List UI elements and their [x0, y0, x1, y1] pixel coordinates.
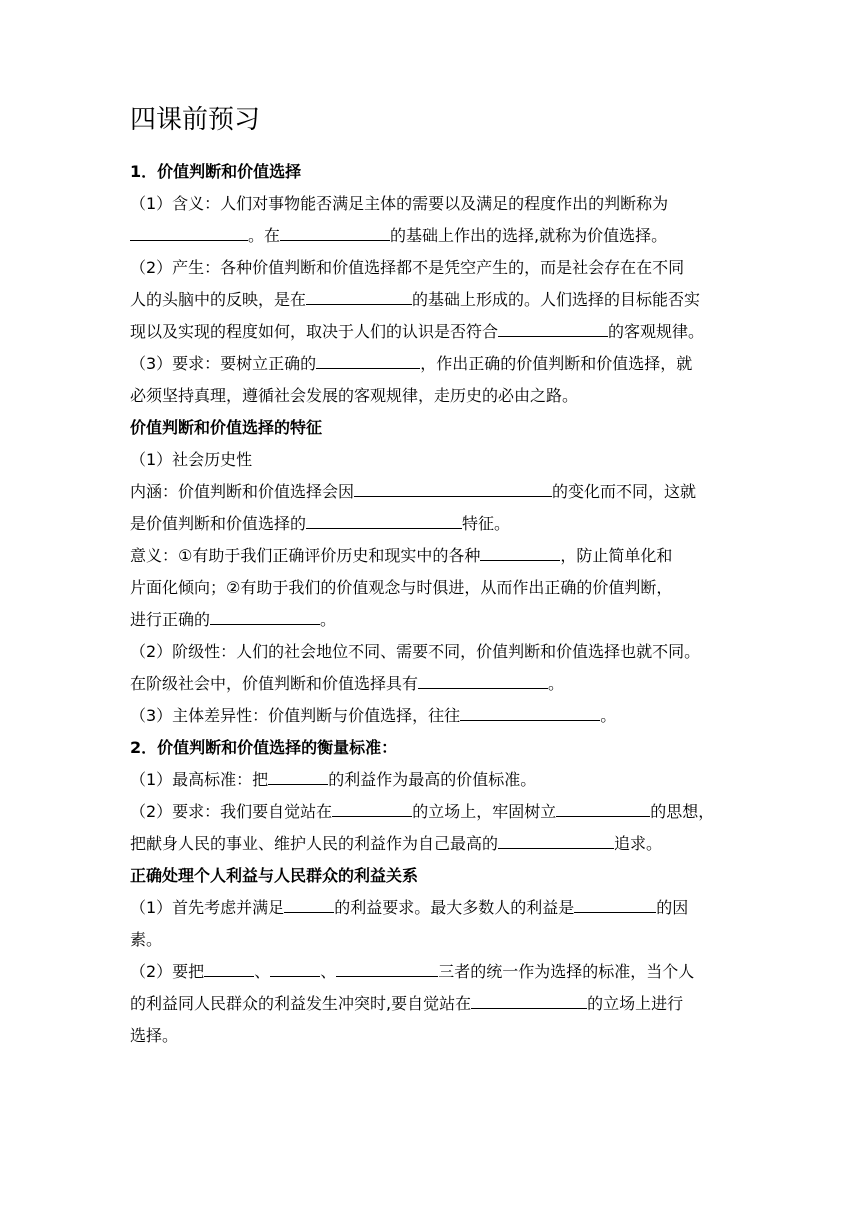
fill-in-blank [270, 960, 320, 977]
line-text: 必须坚持真理，遵循社会发展的客观规律，走历史的必由之路。 [130, 386, 579, 405]
text-line [130, 924, 730, 956]
line-text: 的客观规律。 [608, 322, 705, 341]
text-line [130, 540, 730, 572]
line-text: 的立场上进行 [587, 994, 684, 1013]
line-text: 。 [548, 674, 565, 693]
fill-in-blank [332, 800, 412, 817]
fill-in-blank [418, 672, 548, 689]
fill-in-blank [354, 480, 552, 497]
text-line [130, 764, 730, 796]
section-heading [130, 412, 730, 444]
line-text: （2）要求：我们要自觉站在 [130, 802, 333, 821]
fill-in-blank [268, 768, 328, 785]
fill-in-blank [284, 896, 334, 913]
line-text: 人的头脑中的反映，是在 [130, 290, 307, 309]
line-text: 的立场上，牢固树立 [412, 802, 557, 821]
text-line [130, 188, 730, 220]
line-text: （2）产生：各种价值判断和价值选择都不是凭空产生的，而是社会存在在不同 [130, 258, 685, 277]
line-text: （1）社会历史性 [130, 450, 253, 469]
line-text: 的因 [656, 898, 689, 917]
fill-in-blank [498, 320, 608, 337]
line-text: 进行正确的 [130, 610, 211, 629]
line-text: 。在 [248, 226, 281, 245]
fill-in-blank [498, 832, 614, 849]
text-line [130, 508, 730, 540]
line-text: 、 [254, 962, 271, 981]
fill-in-blank [204, 960, 254, 977]
text-line [130, 220, 730, 252]
line-text: 的利益同人民群众的利益发生冲突时,要自觉站在 [130, 994, 472, 1013]
section-heading [130, 156, 730, 188]
text-line [130, 348, 730, 380]
text-line [130, 988, 730, 1020]
line-text: 。 [320, 610, 337, 629]
text-line [130, 380, 730, 412]
fill-in-blank [306, 512, 462, 529]
text-line [130, 892, 730, 924]
fill-in-blank [460, 704, 600, 721]
text-line [130, 828, 730, 860]
text-line [130, 796, 730, 828]
fill-in-blank [574, 896, 656, 913]
line-text: 的基础上形成的。人们选择的目标能否实 [412, 290, 701, 309]
line-text: （2）阶级性：人们的社会地位不同、需要不同，价值判断和价值选择也就不同。 [130, 642, 701, 661]
fill-in-blank [210, 608, 320, 625]
fill-in-blank [471, 992, 587, 1009]
line-text: 正确处理个人利益与人民群众的利益关系 [130, 866, 419, 885]
line-text: 价值判断和价值选择的特征 [130, 418, 323, 437]
text-line [130, 956, 730, 988]
fill-in-blank [556, 800, 650, 817]
fill-in-blank [480, 544, 560, 561]
line-text: （1）首先考虑并满足 [130, 898, 285, 917]
text-line [130, 316, 730, 348]
line-text: 的思想， [650, 802, 715, 821]
line-text: 把献身人民的事业、维护人民的利益作为自己最高的 [130, 834, 499, 853]
line-text: 、 [320, 962, 337, 981]
text-line [130, 284, 730, 316]
section-heading [130, 860, 730, 892]
line-text: 素。 [130, 930, 163, 949]
text-line [130, 252, 730, 284]
fill-in-blank [336, 960, 438, 977]
text-line [130, 1020, 730, 1052]
line-text: （3）要求：要树立正确的 [130, 354, 317, 373]
section-heading [130, 732, 730, 764]
line-text: 在阶级社会中，价值判断和价值选择具有 [130, 674, 419, 693]
line-text: 。 [600, 706, 617, 725]
line-text: 选择。 [130, 1026, 179, 1045]
text-line [130, 700, 730, 732]
text-line [130, 636, 730, 668]
document-body [130, 100, 730, 1052]
line-text: 是价值判断和价值选择的 [130, 514, 307, 533]
line-text: 现以及实现的程度如何，取决于人们的认识是否符合 [130, 322, 499, 341]
fill-in-blank [130, 224, 248, 241]
text-line [130, 604, 730, 636]
fill-in-blank [280, 224, 390, 241]
line-text: 追求。 [614, 834, 663, 853]
line-text: ，作出正确的价值判断和价值选择，就 [420, 354, 693, 373]
line-text: （2）要把 [130, 962, 205, 981]
text-line [130, 668, 730, 700]
line-text: 1．价值判断和价值选择 [130, 162, 302, 181]
text-line [130, 444, 730, 476]
page-title: 四课前预习 [130, 105, 261, 135]
worksheet-lines [130, 156, 730, 1052]
line-text: 特征。 [462, 514, 511, 533]
text-line [130, 476, 730, 508]
line-text: （1）最高标准：把 [130, 770, 269, 789]
line-text: （3）主体差异性：价值判断与价值选择，往往 [130, 706, 461, 725]
line-text: 的变化而不同，这就 [552, 482, 697, 501]
line-text: 的基础上作出的选择,就称为价值选择。 [390, 226, 668, 245]
line-text: 2．价值判断和价值选择的衡量标准： [130, 738, 398, 757]
line-text: ，防止简单化和 [560, 546, 673, 565]
line-text: 三者的统一作为选择的标准，当个人 [438, 962, 695, 981]
line-text: 意义：①有助于我们正确评价历史和现实中的各种 [130, 546, 481, 565]
fill-in-blank [306, 288, 412, 305]
line-text: （1）含义：人们对事物能否满足主体的需要以及满足的程度作出的判断称为 [130, 194, 669, 213]
line-text: 内涵：价值判断和价值选择会因 [130, 482, 355, 501]
fill-in-blank [316, 352, 420, 369]
line-text: 的利益要求。最大多数人的利益是 [334, 898, 575, 917]
text-line [130, 572, 730, 604]
line-text: 的利益作为最高的价值标准。 [328, 770, 537, 789]
line-text: 片面化倾向；②有助于我们的价值观念与时俱进，从而作出正确的价值判断， [130, 578, 673, 597]
